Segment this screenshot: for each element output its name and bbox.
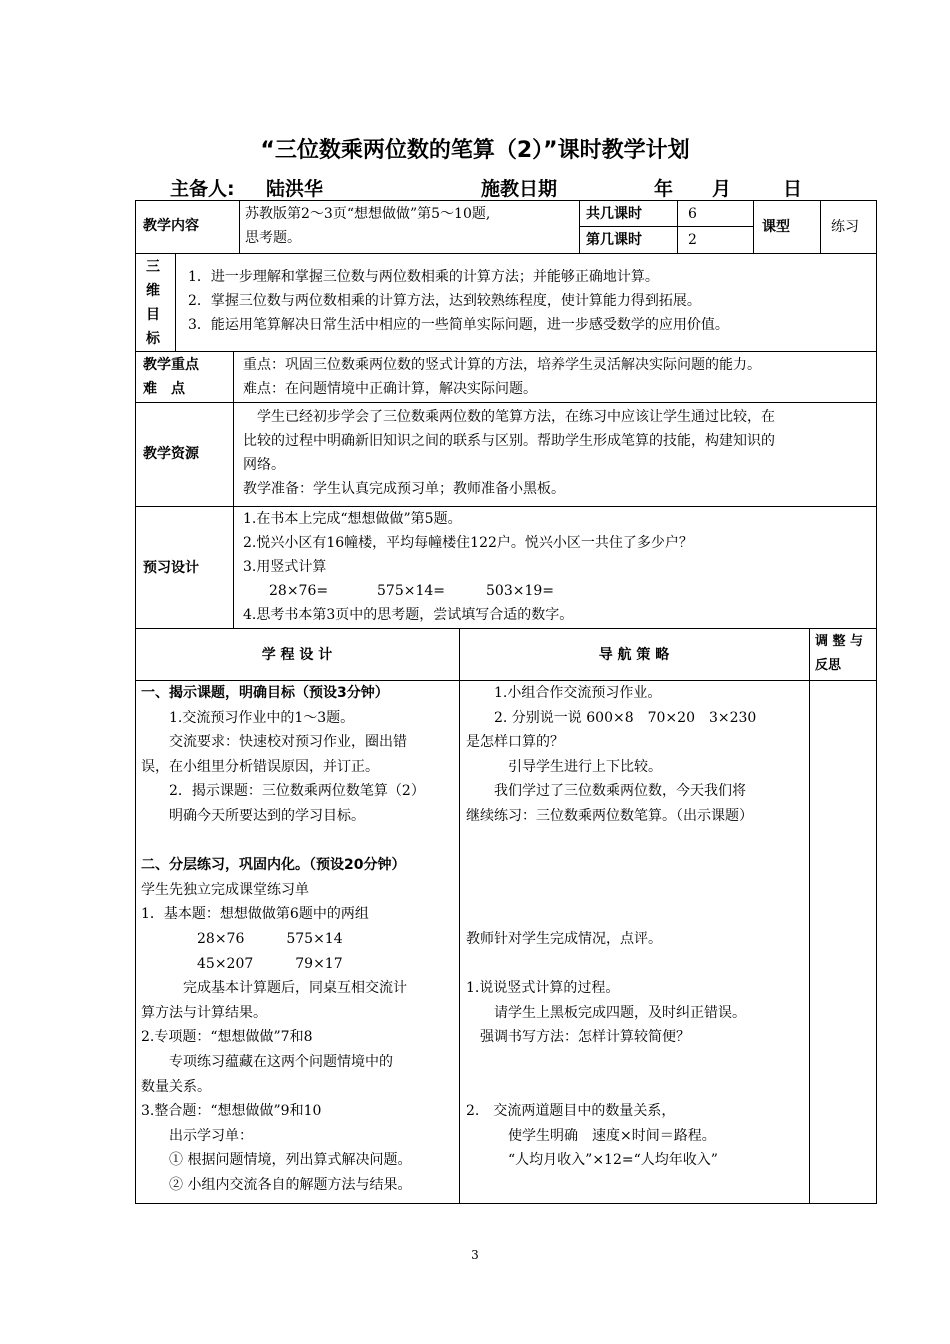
preparer-name: 陆洪华 [266,178,324,200]
resources-text: 学生已经初步学会了三位数乘两位数的笔算方法，在练习中应该让学生通过比较，在 比较的过程中明确新旧知识之间的联系与区别。帮助学生形成笔算的技能，构建知识的 网络。 教学准备：学生认真完成预习单；教师准备小黑板。 [243,409,775,497]
preview-label: 预习设计 [143,560,199,576]
calc-item: 503×19= [486,583,554,599]
date-month: 月 [712,178,732,200]
lesson-type-value: 练习 [831,219,859,235]
goals-list [188,265,729,337]
page-number: 3 [471,1248,479,1262]
column-header-strategy: 导 航 策 略 [598,647,670,663]
goal-item: 3．能运用笔算解决日常生活中相应的一些简单实际问题，进一步感受数学的应用价值。 [188,317,729,333]
date-day: 日 [783,178,803,200]
study-design-body: 一、揭示课题，明确目标（预设3分钟） 1.交流预习作业中的1～3题。 交流要求：快速校对预习作业，圈出错 误，在小组里分析错误原因，并订正。 2．揭示课题：三位数乘两位数笔算（2） 明确今天所要达到的学习目标。 二、分层练习，巩固内化。（预设20分钟） 学生先独立完成课堂练习单 1．基本题：想想做做第6题中的两组 28×76 575×14 45×207 79×17 完成基本计算题后，同桌互相交流计 算方法与计算结果。 2.专项题：“想想做做”7和8 专项练习蕴藏在这两个问题情境中的 数量关系。 3.整合题：“想想做做”9和10 出示学习单： ① 根据问题情境，列出算式解决问题。 ② 小组内交流各自的解题方法与结果。 [141,685,425,1193]
nth-lesson-label: 第几课时 [586,232,642,248]
total-lessons-label: 共几课时 [586,206,642,222]
preview-text: 1.在书本上完成“想想做做”第5题。 2.悦兴小区有16幢楼，平均每幢楼住122户。悦兴小区一共住了多少户？ 3.用竖式计算 28×76= 575×14= 503×19= 4.思考书本第3页中的思考题，尝试填写合适的数字。 [243,511,693,623]
key-points-text: 重点：巩固三位数乘两位数的竖式计算的方法，培养学生灵活解决实际问题的能力。 难点：在问题情境中正确计算，解决实际问题。 [243,357,761,397]
key-points-label: 教学重点 难 点 [143,357,199,397]
goal-item: 2．掌握三位数与两位数相乘的计算方法，达到较熟练程度，使计算能力得到拓展。 [188,293,701,309]
lesson-type-label: 课型 [762,219,790,235]
goals-label: 三 维 目 标 [146,259,160,347]
column-header-study: 学 程 设 计 [261,647,333,663]
resources-label: 教学资源 [143,446,199,462]
navigation-strategy-body: 1.小组合作交流预习作业。 2. 分别说一说 600×8 70×20 3×230 是怎样口算的？ 引导学生进行上下比较。 我们学过了三位数乘两位数，今天我们将 继续练习：三位数乘两位数笔算。（出示课题） 教师针对学生完成情况，点评。 1.说说竖式计算的过程。 请学生上黑板完成四题，及时纠正错误。 强调书写方法：怎样计算较简便？ 2. 交流两道题目中的数量关系， 使学生明确 速度×时间＝路程。 “人均月收入”×12=“人均年收入” [466,685,757,1169]
page-title: “三位数乘两位数的笔算（2）”课时教学计划 [260,138,690,163]
date-year: 年 [654,178,674,200]
total-lessons-value: 6 [688,206,697,222]
content-label: 教学内容 [143,218,199,234]
calc-item: 575×14= [377,583,445,599]
goal-item: 1．进一步理解和掌握三位数与两位数相乘的计算方法；并能够正确地计算。 [188,269,659,285]
date-label: 施教日期 [481,178,558,200]
content-text: 苏教版第2～3页“想想做做”第5～10题, 思考题。 [245,206,491,246]
preparer-label: 主备人: [170,178,235,200]
calc-item: 28×76= [269,583,329,599]
column-header-adjust: 调 整 与 反思 [815,634,864,673]
nth-lesson-value: 2 [688,232,697,248]
